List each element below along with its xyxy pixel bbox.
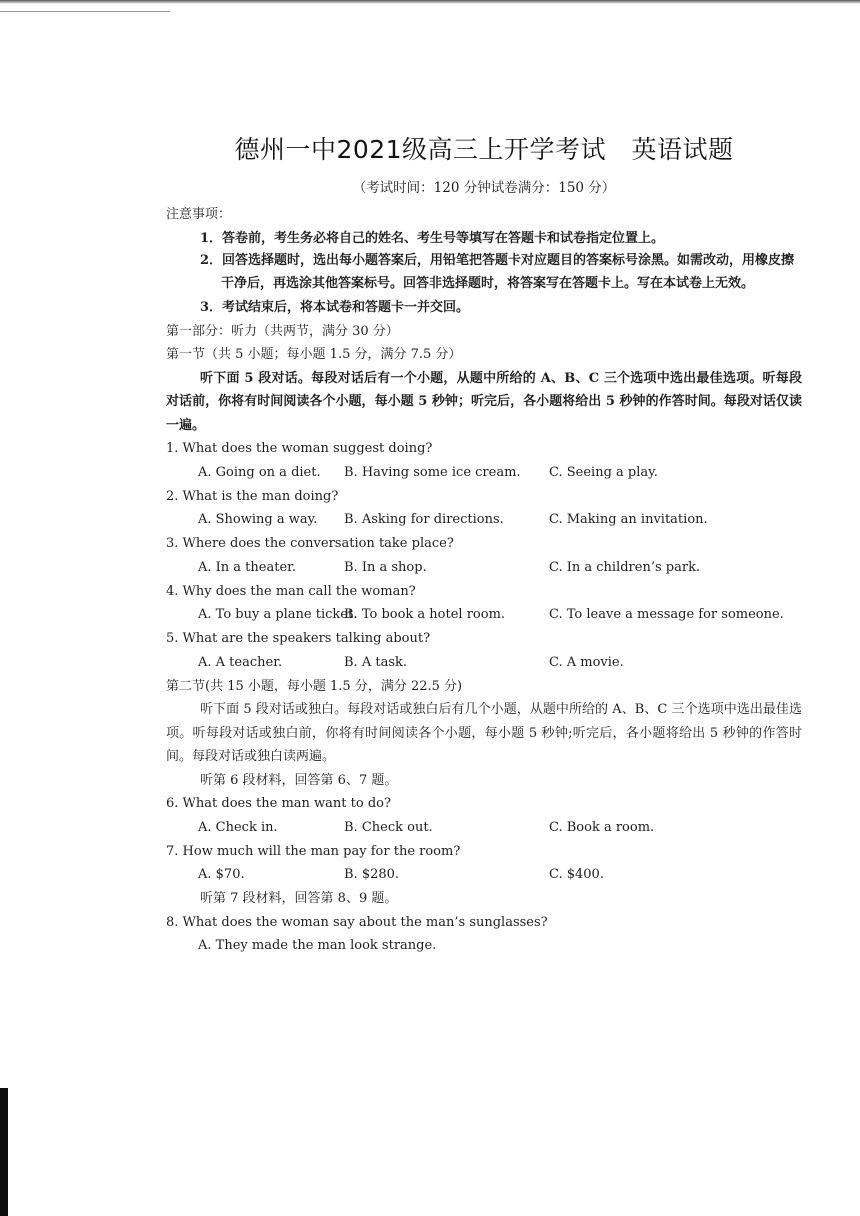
scan-artifact-line — [0, 11, 170, 12]
material-6-instruction: 听第 6 段材料，回答第 6、7 题。 — [200, 772, 398, 788]
answer-options — [166, 934, 802, 958]
option-c: C. To leave a message for someone. — [549, 607, 784, 622]
notice-item-1: 1．答卷前，考生务必将自己的姓名、考生号等填写在答题卡和试卷指定位置上。 — [200, 230, 665, 246]
option-c: C. In a children’s park. — [549, 559, 701, 575]
section2-instruction: 听下面 5 段对话或独白。每段对话或独白后有几个小题，从题中所给的 A、B、C 三个选项中选出最佳选项。听每段对话或独白前，你将有时间阅读各个小题，每小题 5 秒钟;听完后，各小题将给出 5 秒钟的作答时间。每段对话或独白读两遍。 — [166, 702, 802, 764]
option-b: B. $280. — [344, 867, 400, 882]
question-text: 5. What are the speakers talking about? — [166, 631, 431, 646]
question-4 — [166, 580, 802, 627]
notice-item-2: 2．回答选择题时，选出每小题答案后，用铅笔把答题卡对应题目的答案标号涂黑。如需改动，用橡皮擦干净后，再选涂其他答案标号。回答非选择题时，将答案写在答题卡上。写在本试卷上无效。 — [200, 253, 795, 291]
answer-options — [166, 651, 802, 675]
part1-heading: 第一部分：听力（共两节，满分 30 分） — [166, 323, 399, 339]
answer-options — [166, 863, 802, 887]
question-text: 8. What does the woman say about the man’s sunglasses? — [166, 914, 548, 930]
option-b: B. Having some ice cream. — [344, 464, 521, 480]
question-1 — [166, 437, 802, 484]
option-b: B. Check out. — [344, 819, 433, 835]
question-6 — [166, 792, 802, 839]
question-7 — [166, 840, 802, 887]
option-a: A. They made the man look strange. — [198, 938, 437, 953]
notice-item-3: 3．考试结束后，将本试卷和答题卡一并交回。 — [200, 300, 470, 315]
question-text: 1. What does the woman suggest doing? — [166, 441, 433, 456]
option-c: C. Seeing a play. — [549, 464, 658, 480]
option-a: A. A teacher. — [198, 654, 283, 670]
scan-edge-left — [0, 1088, 8, 1216]
question-text: 7. How much will the man pay for the room? — [166, 843, 461, 859]
option-b: B. To book a hotel room. — [344, 607, 506, 622]
answer-options — [166, 556, 802, 580]
question-text: 4. Why does the man call the woman? — [166, 583, 416, 599]
option-b: B. Asking for directions. — [344, 512, 504, 527]
exam-content — [166, 203, 802, 958]
notice-heading: 注意事项： — [166, 207, 232, 222]
option-a: A. To buy a plane ticket. — [198, 607, 358, 622]
question-text: 2. What is the man doing? — [166, 488, 339, 504]
option-c: C. A movie. — [549, 654, 624, 670]
section1-heading: 第一节（共 5 小题；每小题 1.5 分，满分 7.5 分） — [166, 347, 462, 362]
question-text: 6. What does the man want to do? — [166, 796, 391, 811]
question-5 — [166, 627, 802, 674]
question-2 — [166, 485, 802, 532]
answer-options — [166, 816, 802, 840]
question-text: 3. Where does the conversation take place? — [166, 536, 454, 551]
option-c: C. Making an invitation. — [549, 512, 708, 527]
option-b: B. In a shop. — [344, 559, 427, 575]
option-a: A. Showing a way. — [198, 512, 318, 527]
question-3 — [166, 532, 802, 579]
option-a: A. $70. — [198, 867, 245, 882]
option-c: C. $400. — [549, 867, 604, 882]
option-a: A. Going on a diet. — [198, 464, 321, 480]
answer-options — [166, 603, 802, 627]
answer-options — [166, 461, 802, 485]
option-b: B. A task. — [344, 654, 407, 670]
page-title: 德州一中2021级高三上开学考试 英语试题 — [234, 135, 734, 164]
option-c: C. Book a room. — [549, 819, 655, 835]
scan-edge-top — [0, 0, 860, 4]
section1-instruction: 听下面 5 段对话。每段对话后有一个小题，从题中所给的 A、B、C 三个选项中选出最佳选项。听每段对话前，你将有时间阅读各个小题，每小题 5 秒钟；听完后，各小题将给出 5 秒钟的作答时间。每段对话仅读一遍。 — [166, 370, 802, 433]
question-8 — [166, 911, 802, 958]
option-a: A. Check in. — [198, 819, 278, 835]
answer-options — [166, 508, 802, 532]
exam-info: （考试时间：120 分钟试卷满分：150 分） — [352, 180, 616, 196]
option-a: A. In a theater. — [198, 559, 297, 575]
material-7-instruction: 听第 7 段材料，回答第 8、9 题。 — [200, 891, 398, 906]
section2-heading: 第二节(共 15 小题，每小题 1.5 分，满分 22.5 分) — [166, 678, 463, 694]
